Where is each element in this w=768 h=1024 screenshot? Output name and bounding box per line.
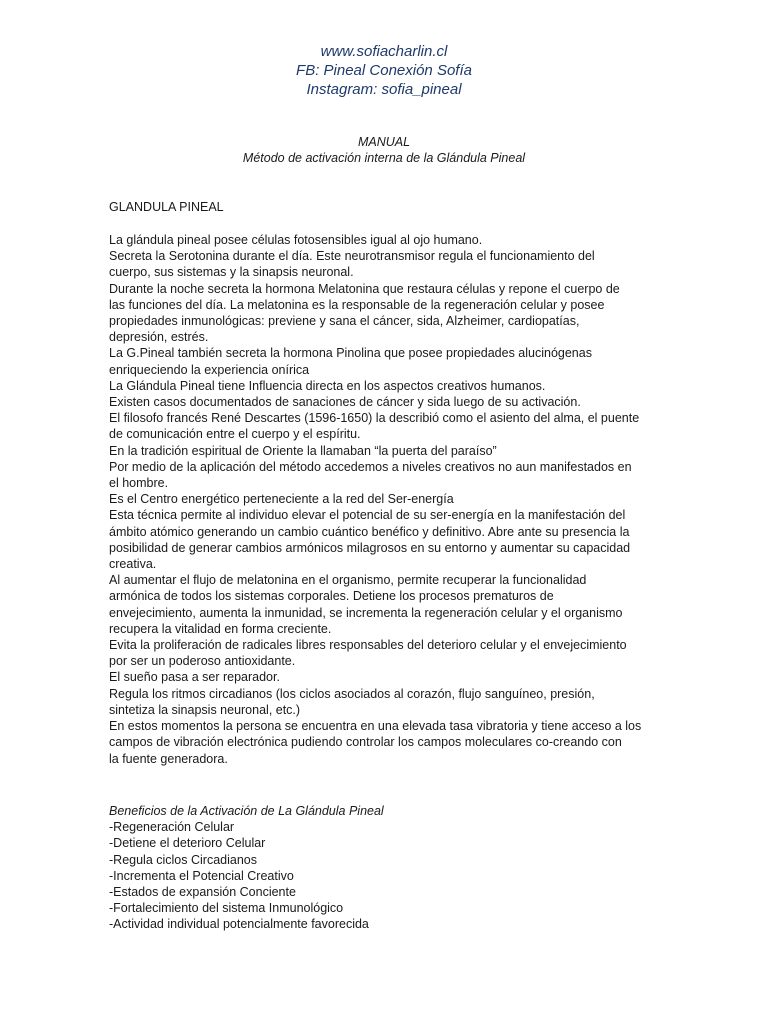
benefit-item: -Actividad individual potencialmente favorecida bbox=[109, 917, 369, 932]
body-line: En estos momentos la persona se encuentra en una elevada tasa vibratoria y tiene acceso a los bbox=[109, 719, 642, 734]
body-line: depresión, estrés. bbox=[109, 330, 209, 345]
body-line: Durante la noche secreta la hormona Melatonina que restaura células y repone el cuerpo de bbox=[109, 281, 620, 296]
body-line: creativa. bbox=[109, 557, 157, 572]
body-line: La glándula pineal posee células fotosensibles igual al ojo humano. bbox=[109, 233, 483, 247]
body-line: ámbito atómico generando un cambio cuántico benéfico y definitivo. Abre ante su presencia la bbox=[109, 524, 630, 539]
body-line: las funciones del día. La melatonina es la responsable de la regeneración celular y posee bbox=[109, 297, 605, 312]
benefit-item: -Estados de expansión Conciente bbox=[109, 885, 296, 900]
benefits-section bbox=[109, 803, 661, 933]
benefit-item: -Incrementa el Potencial Creativo bbox=[109, 868, 294, 883]
benefit-item: -Regula ciclos Circadianos bbox=[109, 852, 257, 867]
body-line: el hombre. bbox=[109, 476, 169, 491]
contact-header bbox=[0, 42, 768, 99]
body-line: La G.Pineal también secreta la hormona Pinolina que posee propiedades alucinógenas bbox=[109, 346, 592, 361]
body-line: Esta técnica permite al individuo elevar el potencial de su ser-energía en la manifestación del bbox=[109, 508, 626, 523]
benefits-title: Beneficios de la Activación de La Glándula Pineal bbox=[109, 804, 384, 818]
section-title: GLANDULA PINEAL bbox=[109, 200, 224, 214]
website-link[interactable]: www.sofiacharlin.cl bbox=[320, 43, 448, 60]
body-line: Existen casos documentados de sanaciones de cáncer y sida luego de su activación. bbox=[109, 395, 581, 410]
manual-title: MANUAL bbox=[357, 135, 411, 149]
manual-subtitle: Método de activación interna de la Glándula Pineal bbox=[242, 151, 526, 165]
body-line: posibilidad de generar cambios armónicos milagrosos en su entorno y aumentar su capacidad bbox=[109, 540, 631, 555]
body-line: Al aumentar el flujo de melatonina en el organismo, permite recuperar la funcionalidad bbox=[109, 573, 587, 588]
body-line: propiedades inmunológicas: previene y sana el cáncer, sida, Alzheimer, cardiopatías, bbox=[109, 314, 580, 329]
benefit-item: -Regeneración Celular bbox=[109, 820, 235, 835]
body-line: recupera la vitalidad en forma creciente. bbox=[109, 621, 332, 636]
body-text bbox=[109, 232, 661, 767]
body-line: armónica de todos los sistemas corporales. Detiene los procesos prematuros de bbox=[109, 589, 554, 604]
body-line: envejecimiento, aumenta la inmunidad, se incrementa la regeneración celular y el organismo bbox=[109, 605, 623, 620]
body-line: por ser un poderoso antioxidante. bbox=[109, 654, 296, 669]
benefit-item: -Fortalecimiento del sistema Inmunológico bbox=[109, 901, 344, 916]
body-line: de comunicación entre el cuerpo y el espíritu. bbox=[109, 427, 361, 442]
body-line: En la tradición espiritual de Oriente la llamaban “la puerta del paraíso” bbox=[109, 443, 497, 458]
body-line: Secreta la Serotonina durante el día. Este neurotransmisor regula el funcionamiento del bbox=[109, 249, 595, 264]
body-line: El filosofo francés René Descartes (1596-1650) la describió como el asiento del alma, el puente bbox=[109, 411, 640, 426]
body-line: Es el Centro energético perteneciente a la red del Ser-energía bbox=[109, 492, 454, 507]
body-line: La Glándula Pineal tiene Influencia directa en los aspectos creativos humanos. bbox=[109, 378, 546, 393]
manual-heading bbox=[0, 134, 768, 166]
instagram-handle: Instagram: sofia_pineal bbox=[306, 81, 462, 98]
body-line: Evita la proliferación de radicales libres responsables del deterioro celular y el envejecimiento bbox=[109, 638, 627, 653]
facebook-handle: FB: Pineal Conexión Sofía bbox=[296, 62, 472, 79]
body-line: campos de vibración electrónica pudiendo controlar los campos moleculares co-creando con bbox=[109, 735, 622, 750]
body-line: la fuente generadora. bbox=[109, 751, 228, 766]
body-line: El sueño pasa a ser reparador. bbox=[109, 670, 280, 685]
body-line: cuerpo, sus sistemas y la sinapsis neuronal. bbox=[109, 265, 354, 280]
benefit-item: -Detiene el deterioro Celular bbox=[109, 836, 266, 851]
body-line: Regula los ritmos circadianos (los ciclos asociados al corazón, flujo sanguíneo, presión, bbox=[109, 686, 595, 701]
body-line: enriqueciendo la experiencia onírica bbox=[109, 362, 310, 377]
body-line: sintetiza la sinapsis neuronal, etc.) bbox=[109, 702, 301, 717]
body-line: Por medio de la aplicación del método accedemos a niveles creativos no aun manifestados en bbox=[109, 459, 632, 474]
